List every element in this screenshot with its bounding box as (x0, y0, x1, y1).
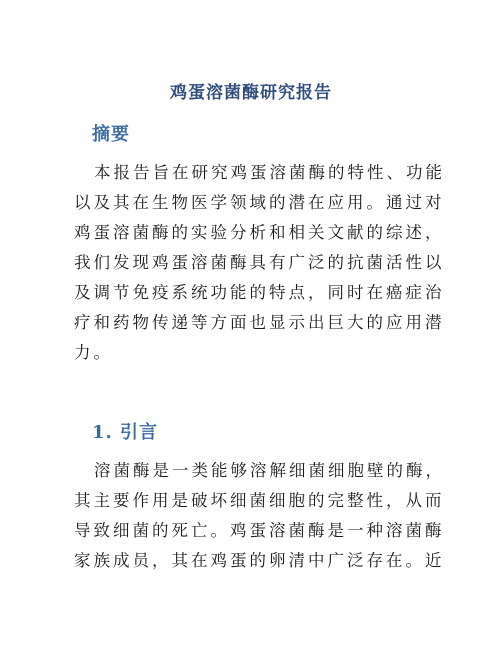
abstract-paragraph (74, 158, 445, 368)
section-heading-abstract: 摘要 (92, 124, 130, 145)
paragraph-line: 鸡蛋溶菌酶的实验分析和相关文献的综述， (74, 223, 445, 242)
paragraph-line: 导致细菌的死亡。鸡蛋溶菌酶是一种溶菌酶 (74, 521, 445, 540)
paragraph-line: 疗和药物传递等方面也显示出巨大的应用潜 (74, 313, 445, 332)
document-title: 鸡蛋溶菌酶研究报告 (170, 83, 332, 103)
paragraph-line: 本报告旨在研究鸡蛋溶菌酶的特性、功能 (94, 163, 445, 182)
introduction-paragraph (74, 456, 445, 576)
paragraph-line: 我们发现鸡蛋溶菌酶具有广泛的抗菌活性以 (74, 253, 445, 272)
paragraph-line: 及调节免疫系统功能的特点，同时在癌症治 (74, 283, 445, 302)
paragraph-line: 力。 (74, 343, 113, 362)
paragraph-line: 其主要作用是破坏细菌细胞的完整性，从而 (74, 491, 445, 510)
paragraph-line: 溶菌酶是一类能够溶解细菌细胞壁的酶， (94, 461, 445, 480)
paragraph-line: 家族成员，其在鸡蛋的卵清中广泛存在。近 (74, 551, 445, 570)
paragraph-line: 以及其在生物医学领域的潜在应用。通过对 (74, 193, 445, 212)
section-heading-introduction: 1. 引言 (92, 422, 159, 443)
